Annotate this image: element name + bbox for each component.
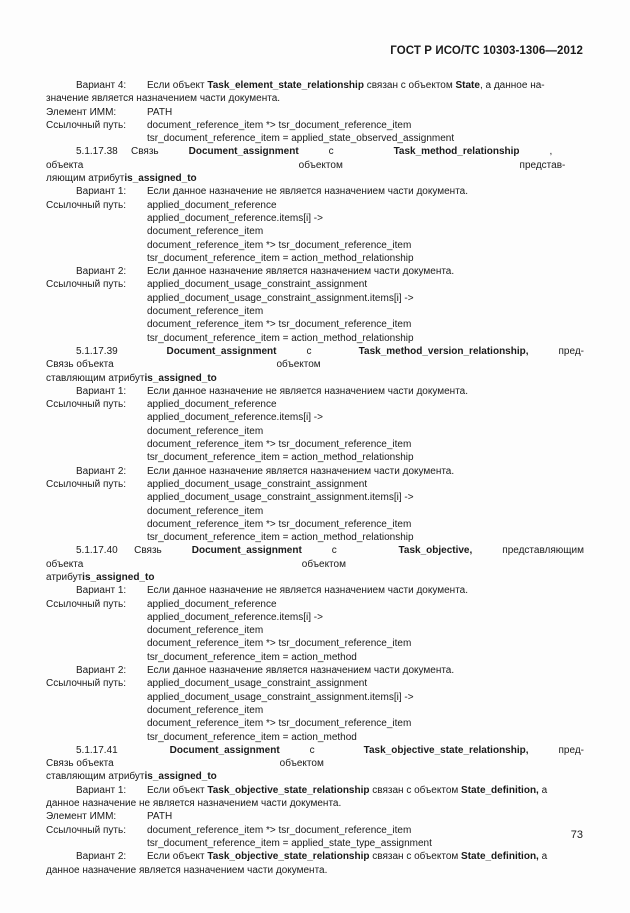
text-run: applied_document_usage_constraint_assignment.items[i] -> <box>147 292 414 304</box>
text-run: ставляющим атрибут <box>46 372 145 384</box>
definition-row <box>46 106 584 119</box>
bold-term: Task_method_version_relationship, <box>358 345 529 357</box>
definition-row <box>46 465 584 478</box>
text-run: document_reference_item *> tsr_document_reference_item <box>147 638 412 650</box>
row-value <box>147 425 584 438</box>
row-value <box>147 731 584 744</box>
row-label: Вариант 2: <box>76 465 127 477</box>
row-value <box>147 106 584 119</box>
text-run: Если данное назначение не является назначением части документа. <box>147 186 469 198</box>
row-label <box>46 411 147 424</box>
text-run: applied_document_usage_constraint_assignment.items[i] -> <box>147 492 414 504</box>
definition-row <box>46 305 584 318</box>
text-run: связан с объектом <box>369 851 462 863</box>
row-label <box>46 425 147 438</box>
row-value <box>147 837 584 850</box>
text-run: ставляющим атрибут <box>46 771 145 783</box>
definition-row <box>46 185 584 198</box>
text-run: document_reference_item *> tsr_document_reference_item <box>147 119 412 131</box>
text-run: tsr_document_reference_item = action_method_relationship <box>147 452 414 464</box>
row-label <box>46 611 147 624</box>
definition-row <box>46 505 584 518</box>
row-value <box>147 185 584 198</box>
row-label: Ссылочный путь: <box>46 824 126 836</box>
row-label: Вариант 4: <box>76 80 127 91</box>
definition-row <box>46 810 584 823</box>
row-label: Вариант 1: <box>76 385 127 397</box>
text-run: document_reference_item <box>147 425 264 437</box>
text-run: Если данное назначение является назначением части документа. <box>147 266 455 278</box>
text-run: а <box>538 784 548 796</box>
row-value <box>147 239 584 252</box>
text-run: пред- <box>558 744 584 756</box>
row-value <box>147 465 584 478</box>
text-run: ляющим атрибут <box>46 173 125 185</box>
definition-row <box>46 278 584 291</box>
definition-row <box>46 119 584 132</box>
row-label: Ссылочный путь: <box>46 598 126 610</box>
text-run: с объектом <box>301 545 346 570</box>
row-label <box>46 491 147 504</box>
definition-row <box>46 265 584 278</box>
row-value <box>147 292 584 305</box>
row-value <box>147 385 584 398</box>
row-value <box>147 252 584 265</box>
page-number: 73 <box>570 829 583 841</box>
text-run: tsr_document_reference_item = action_method <box>147 731 357 743</box>
bold-term: is_assigned_to <box>144 771 217 783</box>
definition-row <box>46 518 584 531</box>
definition-row <box>46 411 584 424</box>
row-value <box>147 438 584 451</box>
row-label: Ссылочный путь: <box>46 279 126 291</box>
row-label: Ссылочный путь: <box>46 399 126 411</box>
bold-term: State_definition, <box>461 784 539 796</box>
row-value <box>147 850 584 863</box>
row-label <box>46 318 147 331</box>
text-run: с объектом <box>279 744 324 770</box>
continuation-line <box>46 172 584 185</box>
text-run: Если объект <box>147 80 208 91</box>
definition-row <box>46 837 584 850</box>
row-label <box>46 438 147 451</box>
document-header: ГОСТ Р ИСО/ТС 10303-1306—2012 <box>390 45 583 57</box>
definition-row <box>46 451 584 464</box>
row-label: Вариант 2: <box>76 665 127 677</box>
row-label <box>46 505 147 518</box>
row-label: Вариант 1: <box>76 186 127 198</box>
row-value <box>147 132 584 145</box>
definition-row <box>46 717 584 730</box>
bold-term: Document_assignment <box>191 545 302 557</box>
text-run: PATH <box>147 106 173 118</box>
bold-term: Task_element_state_relationship <box>207 80 364 91</box>
section-heading-line <box>46 744 584 771</box>
definition-row <box>46 704 584 717</box>
text-run: document_reference_item <box>147 306 264 318</box>
row-value <box>147 305 584 318</box>
text-run: applied_document_usage_constraint_assignment.items[i] -> <box>147 691 414 703</box>
continuation-line <box>46 372 584 385</box>
text-run: document_reference_item *> tsr_document_reference_item <box>147 824 412 836</box>
continuation-line <box>46 770 584 783</box>
section-heading-line <box>46 345 584 372</box>
definition-row <box>46 491 584 504</box>
text-run: Если объект <box>147 784 208 796</box>
text-run: tsr_document_reference_item = action_method <box>147 651 357 663</box>
row-value <box>147 411 584 424</box>
definition-row <box>46 79 584 92</box>
row-label: Вариант 2: <box>76 851 127 863</box>
row-label <box>46 837 147 850</box>
row-value <box>147 505 584 518</box>
text-run: document_reference_item *> tsr_document_reference_item <box>147 319 412 331</box>
row-value <box>147 824 584 837</box>
text-run: Если данное назначение не является назначением части документа. <box>147 385 469 397</box>
row-label: Ссылочный путь: <box>46 199 126 211</box>
definition-row <box>46 731 584 744</box>
bold-term: Task_objective, <box>398 545 473 557</box>
definition-row <box>46 624 584 637</box>
text-run: PATH <box>147 811 173 823</box>
definition-row <box>46 784 584 797</box>
definition-row <box>46 651 584 664</box>
bold-term: Document_assignment <box>169 744 280 756</box>
row-label <box>46 637 147 650</box>
row-value <box>147 478 584 491</box>
text-run: document_reference_item <box>147 226 264 238</box>
definition-row <box>46 438 584 451</box>
row-label <box>46 651 147 664</box>
text-run: , представ- <box>519 146 566 171</box>
definition-row <box>46 664 584 677</box>
text-run: applied_document_reference.items[i] -> <box>147 412 323 424</box>
row-label <box>46 212 147 225</box>
text-run: 5.1.17.41 Связь объекта <box>46 744 118 770</box>
row-label: Вариант 1: <box>76 585 127 597</box>
definition-row <box>46 252 584 265</box>
definition-row <box>46 584 584 597</box>
continuation-line <box>46 864 584 877</box>
text-run: с объектом <box>276 345 321 371</box>
text-run: document_reference_item *> tsr_document_reference_item <box>147 718 412 730</box>
definition-row <box>46 850 584 863</box>
text-run: document_reference_item <box>147 704 264 716</box>
text-run: document_reference_item *> tsr_document_reference_item <box>147 439 412 451</box>
definition-row <box>46 239 584 252</box>
definition-row <box>46 385 584 398</box>
definition-row <box>46 425 584 438</box>
row-label: Элемент ИММ: <box>46 811 117 823</box>
bold-term: is_assigned_to <box>82 571 155 583</box>
row-value <box>147 278 584 291</box>
row-value <box>147 611 584 624</box>
continuation-line <box>46 571 584 584</box>
row-value <box>147 717 584 730</box>
bold-term: Document_assignment <box>188 146 299 158</box>
row-label <box>46 239 147 252</box>
bold-term: Task_objective_state_relationship <box>207 784 370 796</box>
row-label <box>46 252 147 265</box>
row-label <box>46 518 147 531</box>
definition-row <box>46 332 584 345</box>
row-value <box>147 199 584 212</box>
text-run: document_reference_item *> tsr_document_reference_item <box>147 518 412 530</box>
document-body <box>46 79 584 877</box>
section-heading-line <box>46 544 584 571</box>
row-label <box>46 305 147 318</box>
text-run: applied_document_reference <box>147 199 277 211</box>
definition-row <box>46 637 584 650</box>
row-value <box>147 651 584 664</box>
text-run: связан с объектом <box>363 80 456 91</box>
text-run: с объектом <box>298 146 343 171</box>
bold-term: Task_method_relationship <box>393 146 520 158</box>
text-run: tsr_document_reference_item = applied_state_observed_assignment <box>147 133 455 145</box>
definition-row <box>46 199 584 212</box>
row-label <box>46 691 147 704</box>
bold-term: Task_objective_state_relationship, <box>363 744 529 756</box>
row-value <box>147 691 584 704</box>
definition-row <box>46 611 584 624</box>
row-label <box>46 531 147 544</box>
row-label <box>46 292 147 305</box>
row-value <box>147 624 584 637</box>
text-run: 5.1.17.39 Связь объекта <box>46 345 118 371</box>
text-run: document_reference_item *> tsr_document_reference_item <box>147 239 412 251</box>
row-value <box>147 810 584 823</box>
row-label <box>46 332 147 345</box>
row-value <box>147 79 584 92</box>
row-value <box>147 677 584 690</box>
bold-term: Document_assignment <box>166 345 277 357</box>
definition-row <box>46 225 584 238</box>
definition-row <box>46 824 584 837</box>
text-run: а <box>538 851 548 863</box>
text-run: данное назначение не является назначением части документа. <box>46 798 342 810</box>
row-value <box>147 119 584 132</box>
row-value <box>147 518 584 531</box>
row-value <box>147 318 584 331</box>
text-run: applied_document_reference.items[i] -> <box>147 212 323 224</box>
definition-row <box>46 691 584 704</box>
bold-term: State <box>455 80 480 91</box>
text-run: tsr_document_reference_item = action_method_relationship <box>147 332 414 344</box>
row-value <box>147 491 584 504</box>
text-run: applied_document_reference <box>147 598 277 610</box>
row-label: Ссылочный путь: <box>46 678 126 690</box>
row-value <box>147 531 584 544</box>
definition-row <box>46 212 584 225</box>
row-value <box>147 451 584 464</box>
text-run: представляющим <box>502 545 584 557</box>
continuation-line <box>46 92 584 105</box>
text-run: applied_document_usage_constraint_assignment <box>147 279 368 291</box>
row-value <box>147 664 584 677</box>
row-label <box>46 451 147 464</box>
row-value <box>147 332 584 345</box>
text-run: applied_document_usage_constraint_assignment <box>147 678 368 690</box>
row-label: Вариант 2: <box>76 266 127 278</box>
row-label <box>46 624 147 637</box>
row-value <box>147 225 584 238</box>
definition-row <box>46 598 584 611</box>
text-run: связан с объектом <box>369 784 462 796</box>
definition-row <box>46 132 584 145</box>
row-value <box>147 265 584 278</box>
text-run: applied_document_reference.items[i] -> <box>147 611 323 623</box>
text-run: Если объект <box>147 851 208 863</box>
text-run: Если данное назначение является назначением части документа. <box>147 465 455 477</box>
text-run: пред- <box>558 345 584 357</box>
row-label <box>46 704 147 717</box>
bold-term: State_definition, <box>461 851 539 863</box>
row-label: Элемент ИММ: <box>46 106 117 118</box>
text-run: данное назначение является назначением части документа. <box>46 864 328 876</box>
text-run: 5.1.17.40 Связь объекта <box>46 545 162 570</box>
text-run: applied_document_usage_constraint_assignment <box>147 478 368 490</box>
row-value <box>147 598 584 611</box>
bold-term: is_assigned_to <box>144 372 217 384</box>
row-label <box>46 132 147 145</box>
text-run: , а данное на- <box>479 80 545 91</box>
bold-term: is_assigned_to <box>124 173 197 185</box>
row-label <box>46 731 147 744</box>
definition-row <box>46 531 584 544</box>
text-run: Если данное назначение является назначением части документа. <box>147 665 455 677</box>
row-value <box>147 784 584 797</box>
definition-row <box>46 478 584 491</box>
text-run: атрибут <box>46 571 83 583</box>
row-label: Вариант 1: <box>76 784 127 796</box>
text-run: tsr_document_reference_item = action_method_relationship <box>147 532 414 544</box>
row-label: Ссылочный путь: <box>46 478 126 490</box>
row-label <box>46 717 147 730</box>
row-label: Ссылочный путь: <box>46 119 126 131</box>
row-label <box>46 225 147 238</box>
continuation-line <box>46 797 584 810</box>
bold-term: Task_objective_state_relationship <box>207 851 370 863</box>
text-run: document_reference_item <box>147 505 264 517</box>
definition-row <box>46 677 584 690</box>
row-value <box>147 704 584 717</box>
row-value <box>147 637 584 650</box>
row-value <box>147 398 584 411</box>
text-run: Если данное назначение не является назначением части документа. <box>147 585 469 597</box>
text-run: tsr_document_reference_item = action_method_relationship <box>147 252 414 264</box>
text-run: applied_document_reference <box>147 399 277 411</box>
definition-row <box>46 318 584 331</box>
row-value <box>147 584 584 597</box>
row-value <box>147 212 584 225</box>
section-heading-line <box>46 145 584 172</box>
definition-row <box>46 292 584 305</box>
text-run: 5.1.17.38 Связь объекта <box>46 146 159 171</box>
text-run: значение является назначением части документа. <box>46 93 281 105</box>
text-run: tsr_document_reference_item = applied_state_type_assignment <box>147 837 432 849</box>
text-run: document_reference_item <box>147 625 264 637</box>
definition-row <box>46 398 584 411</box>
